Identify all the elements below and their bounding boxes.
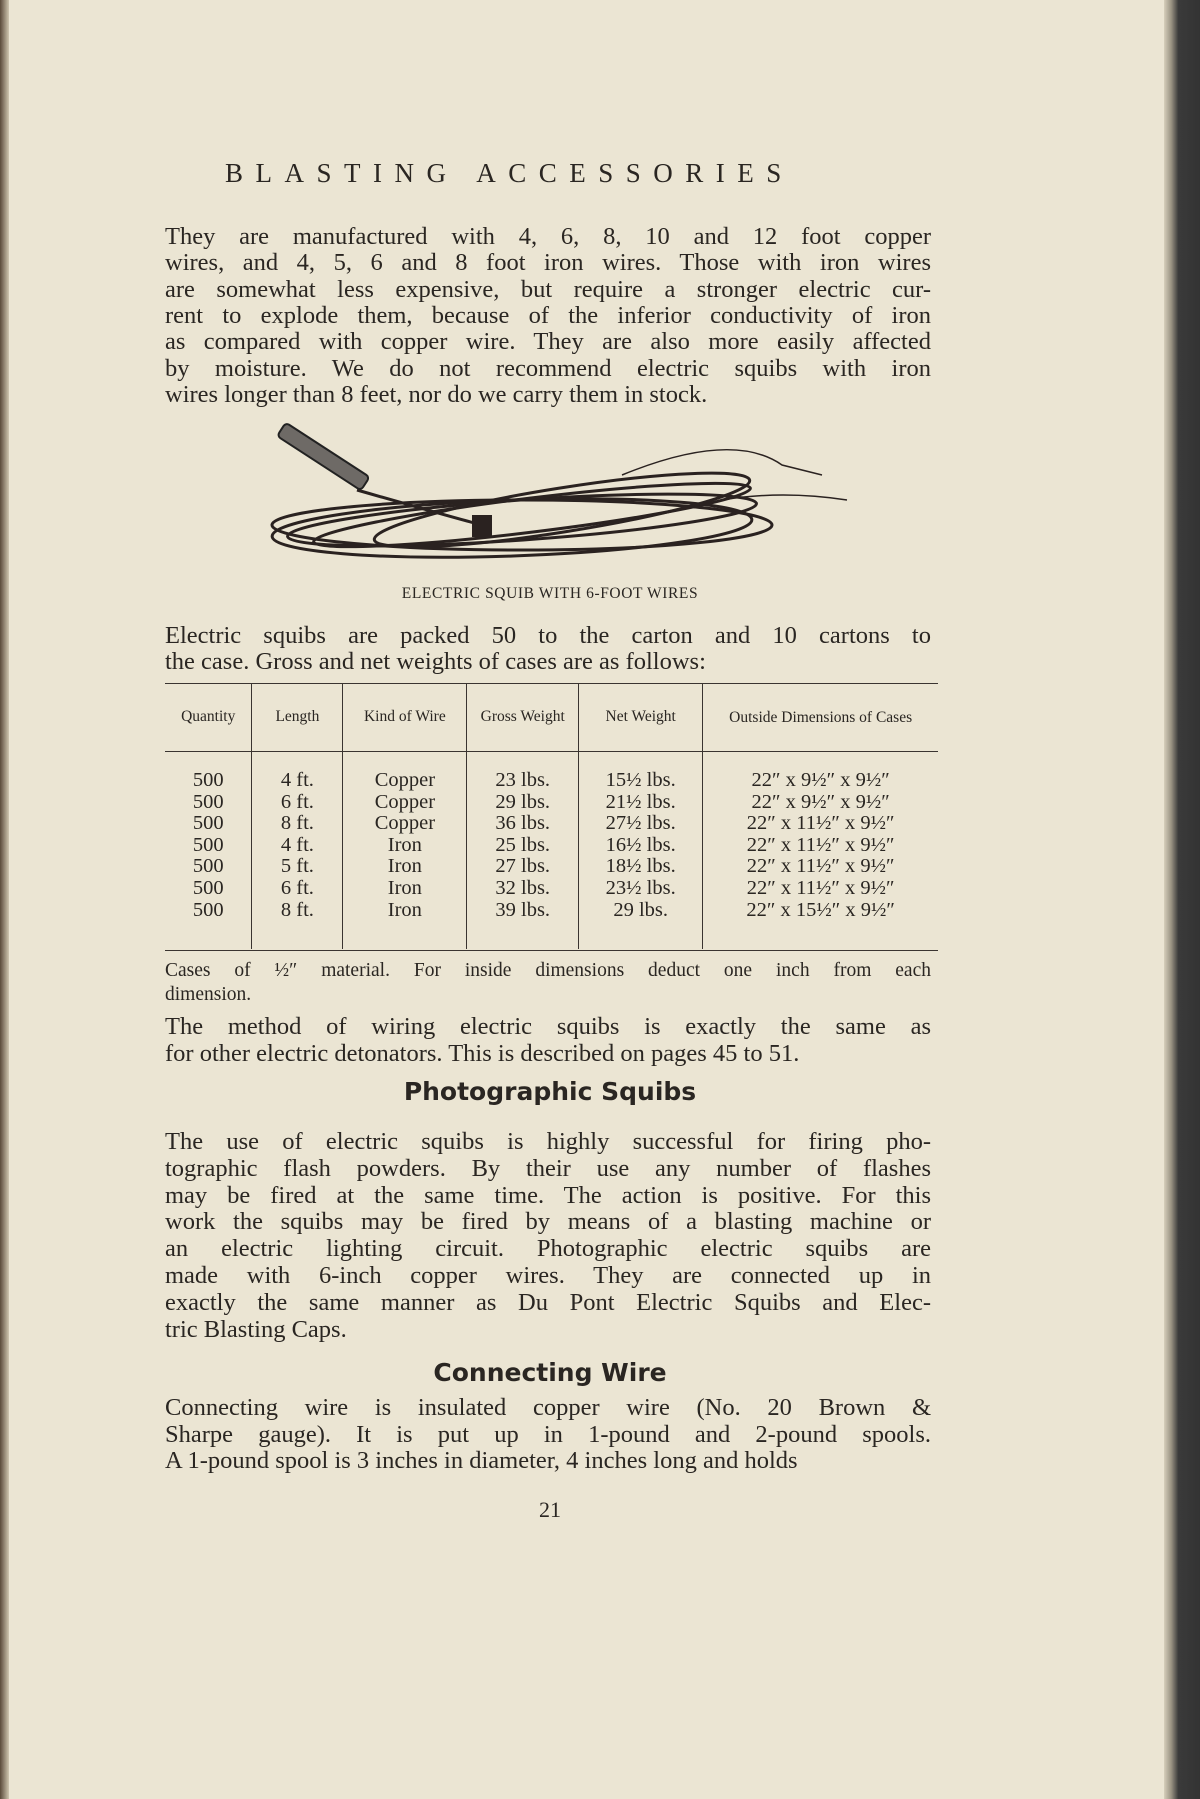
text-line: tographic flash powders. By their use any number of flashes [165, 1154, 931, 1182]
table-cell: 500 [192, 898, 224, 921]
table-cell: 22″ x 15½″ x 9½″ [703, 900, 938, 950]
text-line: rent to explode them, because of the inferior conductivity of iron [165, 301, 931, 329]
column-header: Gross Weight [467, 683, 579, 752]
page-edge-right [1164, 0, 1200, 1799]
table-cell: 500 [192, 812, 224, 835]
text-line: Cases of ½″ material. For inside dimensions deduct one inch from each [165, 960, 931, 981]
table-cell: 6 ft. [252, 878, 343, 900]
table-cell: 22″ x 9½″ x 9½″ [703, 752, 938, 792]
text-line: may be fired at the same time. The action is positive. For this [165, 1181, 931, 1209]
table-row [165, 813, 938, 835]
text-line: A 1-pound spool is 3 inches in diameter, 4 inches long and holds [165, 1447, 798, 1474]
heading-photographic-squibs: Photographic Squibs [403, 1077, 697, 1106]
table-cell: 5 ft. [252, 856, 343, 878]
table-cell: 6 ft. [252, 792, 343, 814]
text-line: are somewhat less expensive, but require a stronger electric cur- [165, 275, 931, 303]
text-line: Connecting wire is insulated copper wire (No. 20 Brown & [165, 1394, 931, 1421]
table-cell: 8 ft. [252, 900, 343, 950]
table-row [165, 752, 938, 792]
table-cell: 27 lbs. [467, 856, 579, 878]
table-cell: Iron [343, 856, 467, 878]
table-cell: Copper [343, 752, 467, 792]
text-line: dimension. [165, 984, 252, 1005]
column-header: Net Weight [579, 683, 703, 752]
page-number: 21 [539, 1497, 561, 1522]
text-line: work the squibs may be fired by means of a blasting machine or [165, 1208, 931, 1236]
table-cell: 22″ x 11½″ x 9½″ [703, 835, 938, 857]
table-row [165, 878, 938, 900]
table-cell: 25 lbs. [467, 835, 579, 857]
text-line: Sharpe gauge). It is put up in 1-pound and 2-pound spools. [165, 1420, 931, 1448]
table-cell: 500 [192, 790, 224, 813]
column-header: Quantity [165, 683, 252, 752]
table-cell: 4 ft. [252, 835, 343, 857]
text-line: as compared with copper wire. They are also more easily affected [165, 328, 931, 356]
text-line: They are manufactured with 4, 6, 8, 10 and 12 foot copper [165, 223, 931, 250]
table-cell: 27½ lbs. [579, 813, 703, 835]
text-line: made with 6-inch copper wires. They are connected up in [165, 1262, 931, 1289]
table-cell: 500 [192, 833, 224, 856]
table-row [165, 792, 938, 814]
column-header: Outside Dimensions of Cases [703, 683, 938, 752]
text-line: wires longer than 8 feet, nor do we carry them in stock. [165, 380, 708, 408]
table-cell: 23½ lbs. [579, 878, 703, 900]
table-cell: 500 [192, 876, 224, 899]
table-cell: Copper [343, 792, 467, 814]
table-cell: 15½ lbs. [579, 752, 703, 792]
table-cell: Iron [343, 900, 467, 950]
text-line: Electric squibs are packed 50 to the carton and 10 cartons to [165, 622, 931, 649]
table-cell: 39 lbs. [467, 900, 579, 950]
table-cell: 500 [192, 769, 224, 791]
table-cell: 32 lbs. [467, 878, 579, 900]
running-head: BLASTING ACCESSORIES [225, 158, 794, 188]
table-cell: 4 ft. [252, 752, 343, 792]
table-cell: 21½ lbs. [579, 792, 703, 814]
table-bottom-rule [165, 950, 938, 951]
text-line: an electric lighting circuit. Photographic electric squibs are [165, 1235, 931, 1263]
table-cell: 29 lbs. [467, 792, 579, 814]
table-cell: 16½ lbs. [579, 835, 703, 857]
table-cell: 22″ x 11½″ x 9½″ [703, 878, 938, 900]
table-cell: 18½ lbs. [579, 856, 703, 878]
text-line: exactly the same manner as Du Pont Electric Squibs and Elec- [165, 1288, 931, 1316]
text-line: wires, and 4, 5, 6 and 8 foot iron wires. Those with iron wires [165, 249, 931, 277]
text-line: the case. Gross and net weights of cases are as follows: [165, 648, 706, 675]
table-cell: Iron [343, 835, 467, 857]
table-cell: Iron [343, 878, 467, 900]
text-line: tric Blasting Caps. [165, 1315, 347, 1343]
table-cell: 22″ x 11½″ x 9½″ [703, 856, 938, 878]
table-row [165, 856, 938, 878]
case-weights-table [165, 683, 938, 949]
table-row [165, 900, 938, 950]
text-line: The method of wiring electric squibs is exactly the same as [165, 1013, 931, 1040]
column-header: Length [252, 683, 343, 752]
table-cell: 22″ x 9½″ x 9½″ [703, 792, 938, 814]
table-cell: 23 lbs. [467, 752, 579, 792]
table-cell: Copper [343, 813, 467, 835]
text-line: for other electric detonators. This is described on pages 45 to 51. [165, 1039, 800, 1067]
electric-squib-illustration [262, 420, 852, 575]
heading-connecting-wire: Connecting Wire [433, 1358, 667, 1387]
table-row [165, 835, 938, 857]
table-cell: 500 [192, 855, 224, 878]
table-cell: 36 lbs. [467, 813, 579, 835]
column-header: Kind of Wire [343, 683, 467, 752]
text-line: by moisture. We do not recommend electric squibs with iron [165, 354, 931, 382]
text-line: The use of electric squibs is highly successful for firing pho- [165, 1128, 931, 1155]
figure-caption: ELECTRIC SQUIB WITH 6-FOOT WIRES [401, 585, 699, 602]
table-cell: 29 lbs. [579, 900, 703, 950]
table-cell: 22″ x 11½″ x 9½″ [703, 813, 938, 835]
page-edge-left [0, 0, 9, 1799]
table-cell: 8 ft. [252, 813, 343, 835]
